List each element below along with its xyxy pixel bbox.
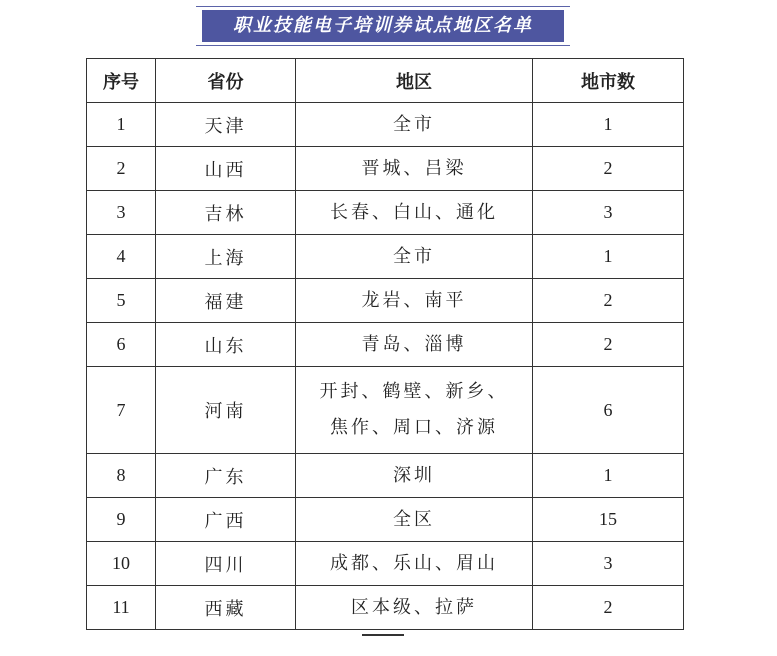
row-index: 1 [87,103,156,147]
table-body [87,103,684,630]
table-row [87,542,684,586]
region-line: 晋城、吕梁 [361,157,467,179]
table-row [87,498,684,542]
title-banner [196,4,570,48]
row-index: 3 [87,191,156,235]
row-region [296,235,533,279]
table-row [87,279,684,323]
row-province: 山东 [156,323,296,367]
table-row [87,147,684,191]
row-province: 福建 [156,279,296,323]
row-index: 5 [87,279,156,323]
row-index: 9 [87,498,156,542]
row-province: 上海 [156,235,296,279]
footer-underline [362,634,404,636]
row-region [296,279,533,323]
table-row [87,586,684,630]
row-province: 河南 [156,367,296,454]
table-row [87,367,684,454]
row-index: 2 [87,147,156,191]
row-province: 西藏 [156,586,296,630]
region-line: 龙岩、南平 [361,289,467,311]
row-city-count: 2 [533,586,684,630]
row-province: 吉林 [156,191,296,235]
region-line: 区本级、拉萨 [351,596,477,618]
table-row [87,454,684,498]
header-city-count: 地市数 [533,59,684,103]
row-city-count: 1 [533,454,684,498]
pilot-regions-table [86,58,684,630]
row-region [296,147,533,191]
row-city-count: 1 [533,235,684,279]
region-line: 全市 [393,113,435,135]
row-city-count: 6 [533,367,684,454]
region-line: 全市 [393,245,435,267]
row-region [296,367,533,454]
region-line: 深圳 [393,464,435,486]
region-line: 开封、鹤壁、新乡、 [319,381,509,402]
row-city-count: 2 [533,279,684,323]
row-index: 7 [87,367,156,454]
table-row [87,235,684,279]
region-line: 焦作、周口、济源 [330,417,498,438]
region-line: 全区 [393,508,435,530]
row-city-count: 15 [533,498,684,542]
row-province: 广东 [156,454,296,498]
page-title: 职业技能电子培训券试点地区名单 [202,10,564,42]
row-province: 四川 [156,542,296,586]
row-region [296,586,533,630]
row-index: 6 [87,323,156,367]
row-region [296,191,533,235]
row-index: 4 [87,235,156,279]
row-city-count: 1 [533,103,684,147]
table-row [87,191,684,235]
header-province: 省份 [156,59,296,103]
header-index: 序号 [87,59,156,103]
row-region [296,454,533,498]
row-city-count: 2 [533,323,684,367]
row-city-count: 2 [533,147,684,191]
table-row [87,323,684,367]
row-index: 11 [87,586,156,630]
row-province: 广西 [156,498,296,542]
row-region [296,542,533,586]
region-line: 长春、白山、通化 [330,201,498,223]
table-header-row [87,59,684,103]
banner-rule-bottom [196,45,570,46]
banner-rule-top [196,6,570,7]
region-line: 成都、乐山、眉山 [330,552,498,574]
row-province: 天津 [156,103,296,147]
row-region [296,498,533,542]
row-city-count: 3 [533,191,684,235]
region-line: 青岛、淄博 [361,333,467,355]
row-region [296,323,533,367]
row-province: 山西 [156,147,296,191]
row-index: 8 [87,454,156,498]
row-city-count: 3 [533,542,684,586]
header-region: 地区 [296,59,533,103]
row-region [296,103,533,147]
row-index: 10 [87,542,156,586]
table-row [87,103,684,147]
